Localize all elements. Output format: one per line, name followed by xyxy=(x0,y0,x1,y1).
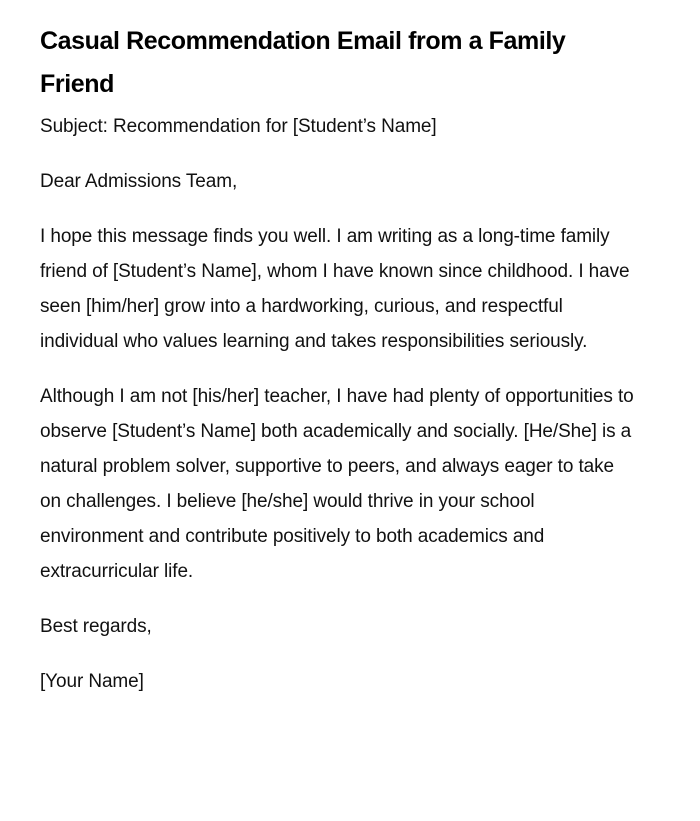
email-signature: [Your Name] xyxy=(40,671,144,692)
body-paragraph-2: Although I am not [his/her] teacher, I have had plenty of opportunities to observe [Student’s Name] both academically and socially. [He/She] is a natural problem solver, supportive to peers, and always eager to take on challenges. I believe [he/she] would thrive in your school environment and contribute positively to both academics and extracurricular life. xyxy=(40,386,634,582)
email-greeting: Dear Admissions Team, xyxy=(40,171,238,192)
document-title: Casual Recommendation Email from a Family Friend xyxy=(40,27,566,98)
email-subject: Subject: Recommendation for [Student’s Name] xyxy=(40,116,437,137)
body-paragraph-1: I hope this message finds you well. I am writing as a long-time family friend of [Student’s Name], whom I have known since childhood. I have seen [him/her] grow into a hardworking, curious, and respectful individual who values learning and takes responsibilities seriously. xyxy=(40,226,630,352)
email-closing: Best regards, xyxy=(40,616,152,637)
